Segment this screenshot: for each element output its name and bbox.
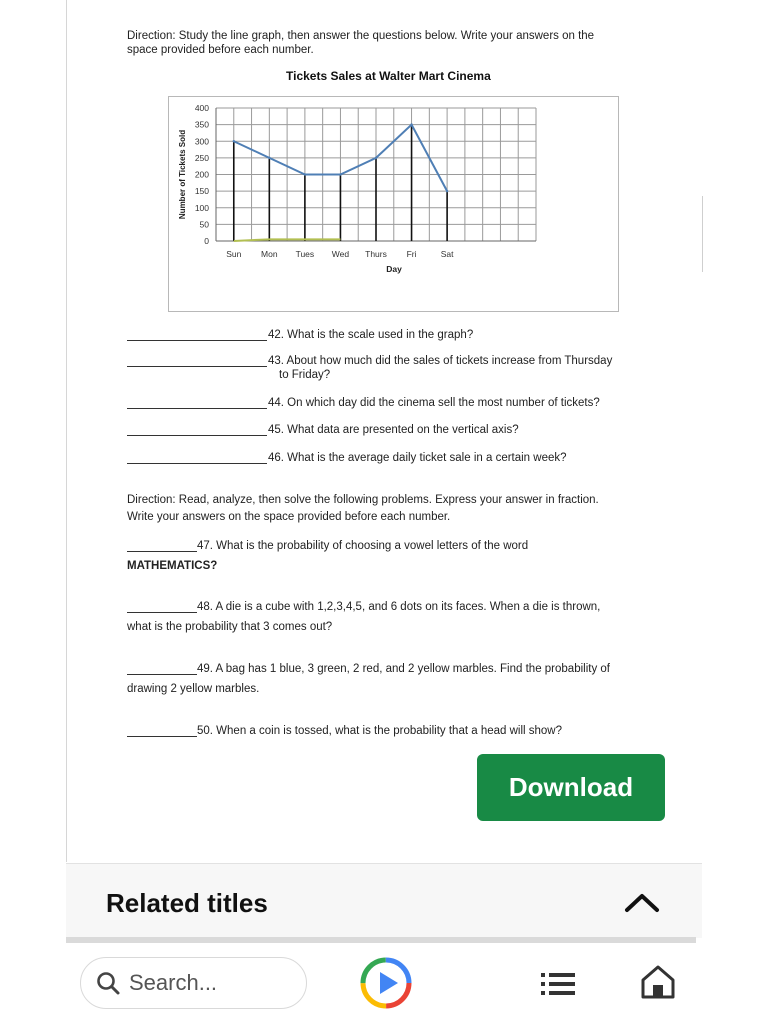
direction-2-line-1: Direction: Read, analyze, then solve the following problems. Express your answer in fraction. [127,494,599,506]
scroll-edge [702,196,703,272]
data-point [304,173,306,175]
related-titles-heading: Related titles [106,888,268,918]
data-point [410,123,412,125]
y-tick-label: 50 [199,219,209,230]
chart-canvas [169,97,618,311]
answer-blank [127,674,197,675]
y-axis-label: Number of Tickets Sold [178,129,187,220]
chevron-up-icon[interactable] [624,890,660,914]
question-text: 43. About how much did the sales of tickets increase from Thursday [268,355,613,367]
y-tick-label: 150 [194,186,209,197]
y-tick-label: 350 [194,119,209,130]
data-point [268,157,270,159]
data-point [375,157,377,159]
data-point [233,140,235,142]
answer-blank [127,463,267,464]
data-point [339,173,341,175]
chart-title: Tickets Sales at Walter Mart Cinema [286,69,491,83]
x-tick-label: Fri [406,249,417,259]
search-icon [95,970,121,996]
list-icon[interactable] [540,970,576,998]
y-tick-label: 200 [194,169,209,180]
answer-blank [127,366,267,367]
x-tick-label: Mon [261,249,278,259]
problem-text: 48. A die is a cube with 1,2,3,4,5, and 6 dots on its faces. When a die is thrown, [197,601,601,613]
problem-text-continued: what is the probability that 3 comes out? [127,621,333,633]
direction-2-line-2: Write your answers on the space provided before each number. [127,511,451,523]
y-tick-label: 250 [194,152,209,163]
y-tick-label: 400 [194,103,209,113]
search-input[interactable] [80,957,307,1009]
answer-blank [127,551,197,552]
x-tick-label: Thurs [365,249,387,259]
x-axis-label: Day [386,264,402,274]
home-icon[interactable] [640,964,676,1000]
problem-text-continued: MATHEMATICS? [127,560,218,572]
question-text: to Friday? [279,369,331,381]
question-text: 45. What data are presented on the vertical axis? [268,424,519,436]
answer-blank [127,340,267,341]
y-tick-label: 0 [204,236,209,246]
answer-blank [127,612,197,613]
related-titles-bar[interactable] [66,863,702,938]
question-text: 42. What is the scale used in the graph? [268,329,474,341]
problem-text-continued: drawing 2 yellow marbles. [127,683,260,695]
direction-1-line-1: Direction: Study the line graph, then answer the questions below. Write your answers on the [127,30,595,42]
answer-blank [127,408,267,409]
download-button[interactable]: Download [477,754,665,821]
play-icon[interactable] [358,955,414,1011]
data-point [446,190,448,192]
answer-blank [127,736,197,737]
question-text: 44. On which day did the cinema sell the most number of tickets? [268,397,600,409]
y-tick-label: 300 [194,136,209,147]
x-tick-label: Wed [331,249,350,259]
problem-text: 49. A bag has 1 blue, 3 green, 2 red, and 2 yellow marbles. Find the probability of [197,663,610,675]
question-text: 46. What is the average daily ticket sale in a certain week? [268,452,567,464]
answer-blank [127,435,267,436]
search-placeholder: Search... [129,970,218,995]
problem-text: 47. What is the probability of choosing a vowel letters of the word [197,540,529,552]
x-tick-label: Tues [295,249,315,259]
x-tick-label: Sun [226,249,242,259]
direction-1-line-2: space provided before each number. [127,44,314,56]
y-tick-label: 100 [194,202,209,213]
line-chart [168,96,619,312]
x-tick-label: Sat [440,249,454,259]
problem-text: 50. When a coin is tossed, what is the probability that a head will show? [197,725,563,737]
